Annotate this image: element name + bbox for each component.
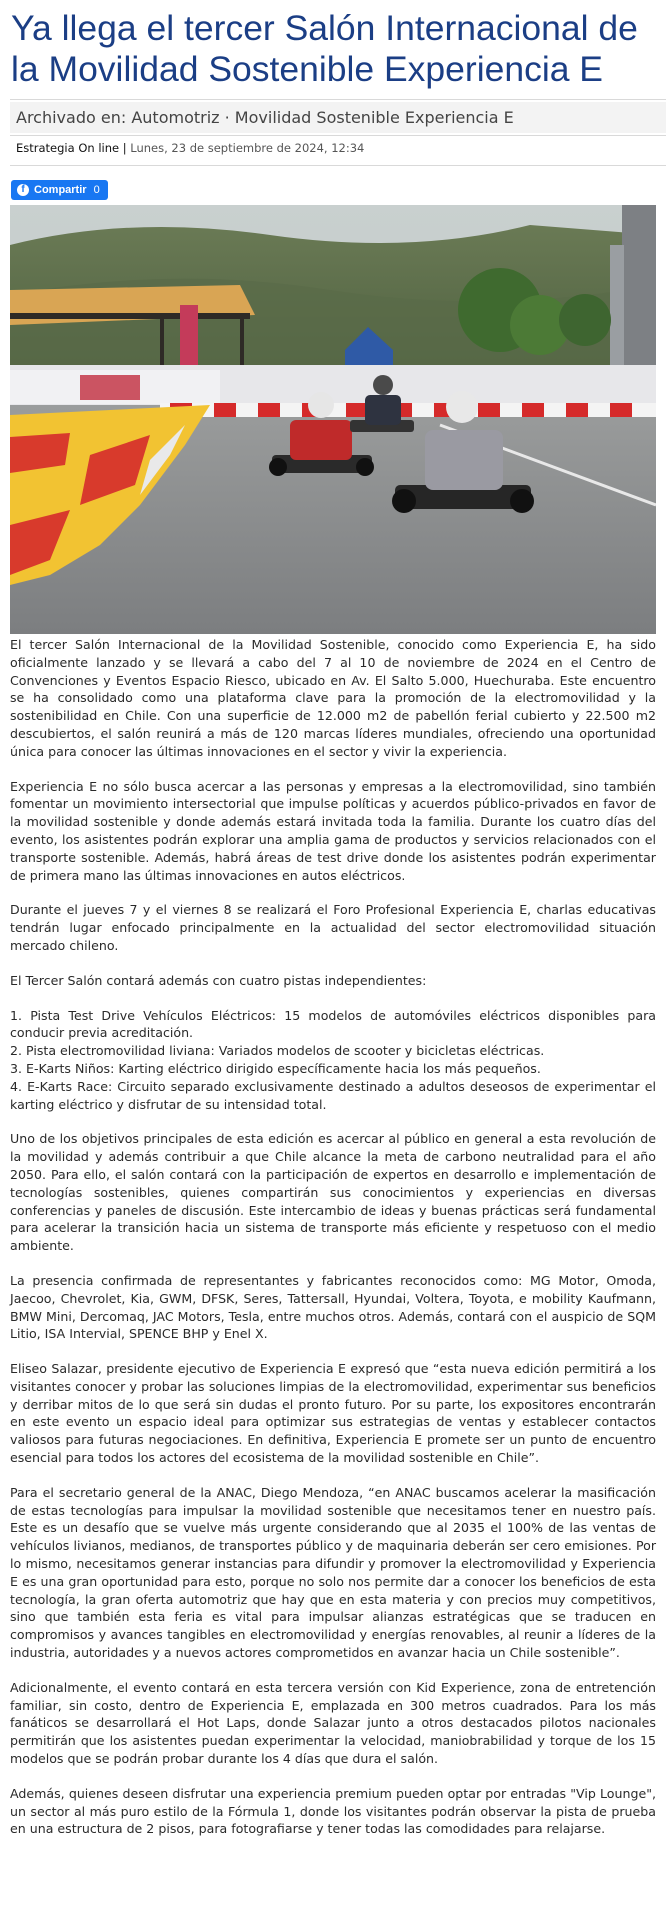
paragraph: El tercer Salón Internacional de la Movilidad Sostenible, conocido como Experiencia E, ha sido oficialmente lanzado y se llevará a cabo del 7 al 10 de noviembre de 2024 en el Centro de Convenciones y Eventos Espacio Riesco, ubicado en Av. El Salto 5.000, Huechuraba. Este encuentro se ha consolidado como una plataforma clave para la promoción de la electromovilidad y la sostenibilidad en Chile. Con una superficie de 12.000 m2 de pabellón ferial cubierto y 22.500 m2 descubiertos, el salón reunirá a más de 120 marcas líderes mundiales, ofreciendo una oportunidad única para conocer las últimas innovaciones en el sector y vivir la experiencia. — [10, 637, 656, 759]
byline — [16, 138, 364, 158]
article-body — [10, 636, 656, 1855]
archive-label: Archivado en: — [16, 108, 127, 127]
source-name: Estrategia On line | — [16, 141, 127, 155]
publish-date: Lunes, 23 de septiembre de 2024, 12:34 — [130, 141, 365, 155]
article-photo — [10, 205, 656, 634]
divider — [10, 99, 666, 100]
list-item: 1. Pista Test Drive Vehículos Eléctricos: 15 modelos de automóviles eléctricos disponibles para conducir previa acreditación. — [10, 1007, 656, 1041]
paragraph: Experiencia E no sólo busca acercar a las personas y empresas a la electromovilidad, sino también fomentar un movimiento intersectorial que impulse políticas y acuerdos público-privados en favor de la movilidad sostenible y donde además estará invitada toda la familia. Durante los cuatro días del evento, los asistentes podrán explorar una amplia gama de productos y servicios relacionados con el transporte sostenible. Además, habrá áreas de test drive donde los asistentes podrán experimentar de primera mano las últimas innovaciones en autos eléctricos. — [10, 778, 656, 883]
share-label: Compartir — [34, 184, 87, 196]
paragraph: Para el secretario general de la ANAC, Diego Mendoza, “en ANAC buscamos acelerar la masificación de estas tecnologías para impulsar la movilidad sostenible que necesitamos tener en nuestro país. Este es un desafío que se vuelve más urgente considerando que al 2035 el 100% de las ventas de vehículos livianos, medianos, de transportes público y de maquinaria deberán ser cero emisiones. Por lo mismo, necesitamos generar instancias para difundir y promover la electromovilidad y Experiencia E es una gran oportunidad para esto, porque no solo nos permite dar a conocer los beneficios de esta tecnología, la gran oferta automotriz que hay que en esta materia y con precios muy competitivos, sino que también esta feria es vital para impulsar alianzas estratégicas que se traducen en compromisos y avances tangibles en electromovilidad y energías renovables, al reunir a líderes de la industria, autoridades y a nuevos actores comprometidos en avanzar hacia un Chile sostenible”. — [10, 1484, 656, 1661]
facebook-share-button[interactable] — [11, 180, 108, 200]
list-item: 3. E-Karts Niños: Karting eléctrico dirigido específicamente hacia los más pequeños. — [10, 1060, 541, 1076]
paragraph: Eliseo Salazar, presidente ejecutivo de Experiencia E expresó que “esta nueva edición permitirá a los visitantes conocer y probar las soluciones limpias de la electromovilidad, experimentar sus beneficios y derribar mitos de lo que será sin dudas el pronto futuro. Por su parte, los expositores encontrarán en este evento un espacio ideal para optimizar sus estrategias de ventas y establecer contactos valiosos para futuras negociaciones. En definitiva, Experiencia E promete ser un punto de encuentro esencial para todos los actores del ecosistema de la movilidad sostenible en Chile”. — [10, 1361, 656, 1466]
archive-bar — [10, 102, 666, 133]
divider — [10, 165, 666, 166]
article-title: Ya llega el tercer Salón Internacional de la Movilidad Sostenible Experiencia E — [11, 8, 638, 89]
paragraph: Uno de los objetivos principales de esta edición es acercar al público en general a esta revolución de la movilidad y además contribuir a que Chile alcance la meta de carbono neutralidad para el año 2050. Para ello, el salón contará con la participación de expertos en desarrollo e implementación de tecnologías sostenibles, quienes compartirán sus conocimientos y experiencias en diversas conferencias y paneles de discusión. Este intercambio de ideas y buenas prácticas será fundamental para acelerar la transición hacia un sistema de transporte más eficiente y respetuoso con el medio ambiente. — [10, 1131, 656, 1254]
paragraph: Adicionalmente, el evento contará en esta tercera versión con Kid Experience, zona de entretención familiar, sin costo, dentro de Experiencia E, emplazada en 300 metros cuadrados. Para los más fanáticos se desarrollará el Hot Laps, donde Salazar junto a otros destacados pilotos nacionales permitirán que los asistentes puedan experimentar la velocidad, maniobrabilidad y torque de los 15 modelos que se podrán probar durante los 4 días que dura el salón. — [10, 1679, 656, 1767]
list-item: 4. E-Karts Race: Circuito separado exclusivamente destinado a adultos deseosos de experimentar el karting eléctrico y disfrutar de su intensidad total. — [10, 1078, 656, 1112]
paragraph: El Tercer Salón contará además con cuatro pistas independientes: — [10, 972, 427, 988]
paragraph: La presencia confirmada de representantes y fabricantes reconocidos como: MG Motor, Omoda, Jaecoo, Chevrolet, Kia, GWM, DFSK, Seres, Tattersall, Hyundai, Voltera, Toyota, e mobility Kaufmann, BMW Mini, Dercomaq, JAC Motors, Tesla, entre muchos otros. Además, contará con el auspicio de SQM Litio, ISA Intervial, SPENCE BHP y Enel X. — [10, 1272, 656, 1342]
paragraph: Además, quienes deseen disfrutar una experiencia premium pueden optar por entradas "Vip Lounge", un sector al más puro estilo de la Fórmula 1, donde los visitantes podrán observar la pista de prueba en una estructura de 2 pisos, para fotografiarse y tener todas las comodidades para relajarse. — [10, 1785, 656, 1837]
list-item: 2. Pista electromovilidad liviana: Variados modelos de scooter y bicicletas eléctricas. — [10, 1043, 545, 1059]
paragraph: Durante el jueves 7 y el viernes 8 se realizará el Foro Profesional Experiencia E, charlas educativas tendrán lugar enfocado principalmente en la actualidad del sector electromovilidad situación mercado chileno. — [10, 902, 656, 953]
divider — [10, 135, 666, 136]
share-count: 0 — [93, 184, 100, 196]
facebook-icon: f — [17, 184, 29, 196]
tracks-list — [10, 1007, 656, 1114]
archive-category-link[interactable]: Automotriz · Movilidad Sostenible Experiencia E — [131, 108, 514, 127]
